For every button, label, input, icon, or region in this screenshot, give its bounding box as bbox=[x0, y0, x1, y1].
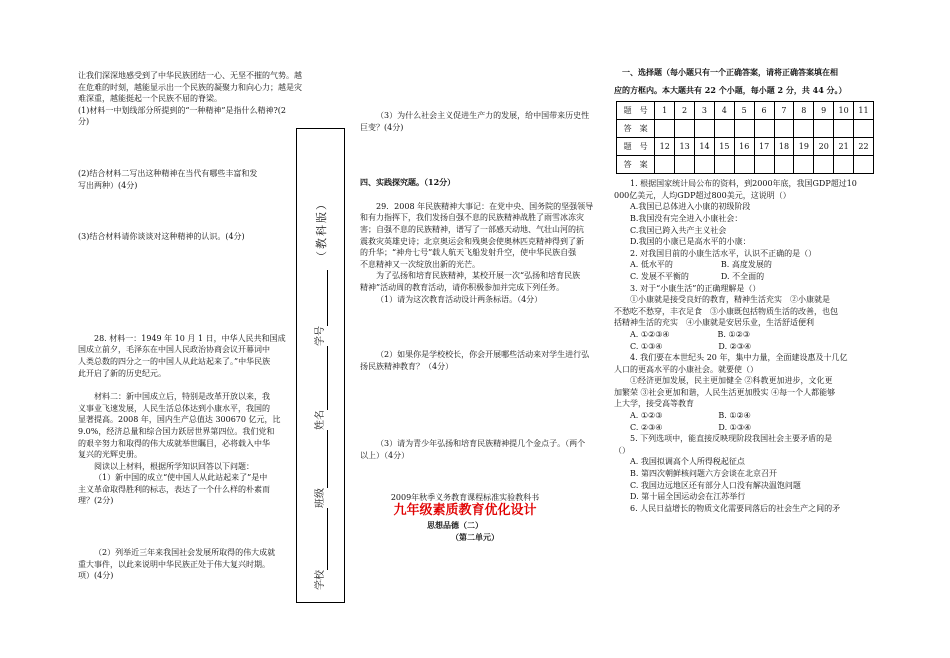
question-1: (1)材料一中划线部分所提到的“一种精神”是指什么精神?(2 bbox=[78, 105, 287, 115]
choice-q5-option: D. 第十届全国运动会在江苏举行 bbox=[630, 492, 746, 502]
name-field[interactable] bbox=[316, 346, 328, 410]
choice-q4-option: C. ②③④ D. ①③④ bbox=[630, 422, 752, 432]
name-label: 姓名 bbox=[315, 410, 327, 430]
student-no-label: 学号 bbox=[315, 326, 327, 346]
q29-task-1: （1）请为这次教育活动设计两条标语。（4分） bbox=[376, 294, 543, 304]
answer-cell[interactable] bbox=[675, 156, 695, 174]
table-row bbox=[617, 102, 874, 120]
choice-q4: 上大学，接受高等教育 bbox=[614, 399, 694, 409]
question-2: (2)结合材料二写出这种精神在当代有哪些丰富和发 bbox=[78, 168, 258, 178]
question-number: 12 bbox=[655, 138, 675, 156]
choice-q4: 人口的更高水平的小康社会。就要使（） bbox=[614, 364, 758, 374]
answer-cell[interactable] bbox=[774, 120, 794, 138]
question-number: 7 bbox=[774, 102, 794, 120]
choice-q3: ①小康就是接受良好的教育，精神生活充实 ②小康就是 bbox=[630, 295, 830, 305]
choice-q5-option: B. 第四次朝鲜核问题六方会谈在北京召开 bbox=[630, 469, 777, 479]
question-3-socialism: 巨变？(4分) bbox=[360, 122, 404, 132]
answer-label: 答 案 bbox=[617, 120, 655, 138]
footer-unit: （第二单元） bbox=[451, 531, 499, 542]
answer-cell[interactable] bbox=[854, 156, 874, 174]
answer-cell[interactable] bbox=[794, 156, 814, 174]
answer-table bbox=[616, 101, 874, 174]
q28-material-2: 义事业飞速发展，人民生活总体达到小康水平，我国的 bbox=[78, 403, 270, 413]
question-number: 11 bbox=[854, 102, 874, 120]
class-label: 班级 bbox=[315, 488, 327, 508]
intro-line: 在危难的时刻，越能显示出一个民族的凝聚力和向心力；越是灾 bbox=[78, 82, 302, 92]
question-number: 16 bbox=[734, 138, 754, 156]
choice-q5-option: C. 我国边远地区还有部分人口没有解决温饱问题 bbox=[630, 480, 801, 490]
class-field[interactable] bbox=[316, 430, 328, 488]
question-number: 6 bbox=[754, 102, 774, 120]
answer-label: 答 案 bbox=[617, 156, 655, 174]
q29-task-3: 以上）（4分） bbox=[360, 450, 410, 460]
question-number: 15 bbox=[714, 138, 734, 156]
answer-cell[interactable] bbox=[814, 120, 834, 138]
choice-q1: 1. 根据国家统计局公布的资料，到2000年底，我国GDP超过10 bbox=[630, 179, 857, 189]
question-3: (3)结合材料请你谈谈对这种精神的认识。(4分) bbox=[78, 232, 245, 242]
answer-cell[interactable] bbox=[814, 156, 834, 174]
q28-read: （1）新中国的成立“使中国人从此站起来了”是中 bbox=[94, 473, 268, 483]
question-3-socialism: （3）为什么社会主义促进生产力的发展，给中国带来历史性 bbox=[376, 111, 590, 120]
answer-cell[interactable] bbox=[754, 156, 774, 174]
choice-q3-option: A. ①②③④ B. ①②③ bbox=[630, 329, 751, 339]
answer-cell[interactable] bbox=[834, 156, 854, 174]
question-number-label: 题 号 bbox=[617, 138, 655, 156]
q29-text: 的升华；“神舟七号”载人航天飞船发射升空，使中华民族自强 bbox=[360, 248, 577, 258]
choice-q3-option: C. ①③④ D. ②③④ bbox=[630, 341, 752, 351]
choice-q4-option: A. ①②③ B. ①②④ bbox=[630, 411, 751, 421]
question-number: 18 bbox=[774, 138, 794, 156]
right-column bbox=[614, 64, 874, 514]
q28-read: 阅读以上材料，根据所学知识回答以下问题： bbox=[94, 461, 254, 471]
choice-q1-option: D.我国的小康已是高水平的小康： bbox=[630, 237, 751, 247]
answer-cell[interactable] bbox=[675, 120, 695, 138]
school-label: 学校 bbox=[315, 570, 327, 590]
question-number: 9 bbox=[814, 102, 834, 120]
answer-cell[interactable] bbox=[794, 120, 814, 138]
question-1: 分) bbox=[78, 117, 90, 127]
question-number: 3 bbox=[695, 102, 715, 120]
footer-series: 2009年秋季义务教育课程标准实验教科书 bbox=[390, 492, 540, 502]
question-number: 21 bbox=[834, 138, 854, 156]
answer-cell[interactable] bbox=[655, 120, 675, 138]
q29-task-2: （2）如果你是学校校长，你会开展哪些活动来对学生进行弘 bbox=[376, 350, 590, 360]
table-row bbox=[617, 138, 874, 156]
q28-read: 理？(2分) bbox=[78, 496, 114, 506]
answer-cell[interactable] bbox=[655, 156, 675, 174]
q28-read: 主义革命取得胜利的标志，表达了一个什么样的朴素而 bbox=[78, 484, 270, 494]
middle-column bbox=[360, 110, 610, 543]
footer-subject: 思想品德（二） bbox=[427, 519, 483, 530]
intro-line: 难深重，越能挺起一个民族不屈的脊梁。 bbox=[78, 94, 222, 104]
table-row bbox=[617, 120, 874, 138]
q28-material-1: 此开启了新的历史纪元。 bbox=[78, 368, 166, 378]
choice-q3: 3. 对于“小康生活”的正确理解是（） bbox=[630, 283, 761, 293]
q29-text: 不息精神又一次绽放出新的光芒。 bbox=[360, 259, 480, 269]
q29-task-2: 扬民族精神教育？（4分） bbox=[360, 361, 454, 371]
question-number: 5 bbox=[734, 102, 754, 120]
question-number: 20 bbox=[814, 138, 834, 156]
q29-text: 害；自强不息的民族精神，谱写了一部感天动地、气壮山河的抗 bbox=[360, 224, 584, 234]
answer-cell[interactable] bbox=[714, 156, 734, 174]
choice-q2: 2. 对我国目前的小康生活水平，认识不正确的是（） bbox=[630, 248, 817, 258]
choice-q5: 5. 下列选项中，能直接反映现阶段我国社会主要矛盾的是 bbox=[630, 434, 833, 444]
answer-cell[interactable] bbox=[695, 120, 715, 138]
answer-cell[interactable] bbox=[834, 120, 854, 138]
question-number: 14 bbox=[695, 138, 715, 156]
q28-material-2: 材料二：新中国成立后，特别是改革开放以来，我 bbox=[94, 392, 270, 402]
answer-cell[interactable] bbox=[754, 120, 774, 138]
q28-part-2: 项）(4分) bbox=[78, 571, 114, 581]
q28-material-1: 28. 材料一：1949 年 10 月 1 日，中华人民共和国成 bbox=[94, 333, 286, 343]
question-number: 17 bbox=[754, 138, 774, 156]
q28-material-2: 9.0%，经济总量和综合国力跃居世界第四位。我们党和 bbox=[78, 426, 275, 436]
question-number: 19 bbox=[794, 138, 814, 156]
q29-task-3: （3）请为青少年弘扬和培育民族精神提几个金点子。（两个 bbox=[376, 439, 586, 449]
footer-title: 九年级素质教育优化设计 bbox=[393, 503, 537, 519]
choice-q2-option: C. 发展不平衡的 D. 不全面的 bbox=[630, 271, 765, 281]
q28-material-1: 人类总数的四分之一的中国人从此站起来了。”中华民族 bbox=[78, 356, 271, 366]
answer-cell[interactable] bbox=[854, 120, 874, 138]
q29-text: 29．2008 年民族精神大事记：在党中央、国务院的坚强领导 bbox=[376, 201, 594, 211]
choice-q4: 4. 我们要在本世纪头 20 年，集中力量，全面建设惠及十几亿 bbox=[630, 353, 848, 363]
choice-q6: 6. 人民日益增长的物质文化需要同落后的社会生产之间的矛 bbox=[630, 503, 841, 513]
choice-q3: 括精神生活的充实 ④小康就是安居乐业，生活舒适便利 bbox=[614, 318, 814, 328]
intro-line: 让我们深深地感受到了中华民族团结一心、无坚不摧的气势。越 bbox=[78, 71, 302, 80]
choice-q1-option: A.我国已总体进入小康的初级阶段 bbox=[630, 202, 751, 212]
section-4-title: 四、实践探究题。（12分） bbox=[360, 177, 456, 188]
choice-q5-option: A. 我国拟调高个人所得税起征点 bbox=[630, 457, 745, 467]
question-number: 2 bbox=[675, 102, 695, 120]
question-number-label: 题 号 bbox=[617, 102, 655, 120]
table-row bbox=[617, 156, 874, 174]
question-number: 13 bbox=[675, 138, 695, 156]
choice-q1-option: C.我国已跨入共产主义社会 bbox=[630, 225, 727, 235]
edition-label: （教科版） bbox=[314, 197, 328, 262]
answer-cell[interactable] bbox=[774, 156, 794, 174]
q29-text: 和有力指挥下，我们发扬自强不息的民族精神战胜了雨雪冰冻灾 bbox=[360, 213, 584, 223]
q28-material-2: 显著提高。2008 年，国内生产总值达 300670 亿元，比 bbox=[78, 415, 281, 425]
section-1-title: 一、选择题（每小题只有一个正确答案，请将正确答案填在相 bbox=[622, 67, 838, 77]
answer-cell[interactable] bbox=[714, 120, 734, 138]
question-2: 写出两种）(4分) bbox=[78, 180, 138, 190]
choice-q4: 加繁荣 ③社会更加和谐，人民生活更加殷实 ④每一个人都能够 bbox=[614, 387, 836, 397]
q28-part-2: 重大事件，以此来说明中华民族正处于伟大复兴时期。 bbox=[78, 559, 270, 569]
binding-strip bbox=[296, 128, 345, 603]
section-1-title: 应的方框内。本大题共有 22 个小题，每小题 2 分，共 44 分。） bbox=[614, 84, 847, 95]
question-number: 8 bbox=[794, 102, 814, 120]
q29-activity: 精神”活动周的教育活动，请你积极参加并完成下列任务。 bbox=[360, 282, 565, 292]
q29-text: 震救灾英雄史诗；北京奥运会和残奥会使奥林匹克精神得到了新 bbox=[360, 236, 584, 246]
q28-part-2: （2）列举近三年来我国社会发展所取得的伟大成就 bbox=[94, 548, 276, 558]
answer-cell[interactable] bbox=[734, 156, 754, 174]
answer-cell[interactable] bbox=[695, 156, 715, 174]
choice-q3: 不愁吃不愁穿，丰衣足食 ③小康既包括物质生活的改善，也包 bbox=[614, 306, 838, 316]
q29-activity: 为了弘扬和培育民族精神，某校开展一次“弘扬和培育民族 bbox=[376, 271, 581, 281]
q28-material-1: 国成立前夕，毛泽东在中国人民政治协商会议开幕词中 bbox=[78, 345, 270, 355]
choice-q1: 000亿美元，人均GDP超过800美元，这说明（） bbox=[614, 190, 791, 200]
choice-q2-option: A. 低水平的 B. 高度发展的 bbox=[630, 260, 772, 270]
choice-q5: （） bbox=[614, 445, 630, 455]
q28-material-2: 复兴的光辉史册。 bbox=[78, 450, 142, 460]
question-number: 10 bbox=[834, 102, 854, 120]
choice-q1-option: B.我国没有完全进入小康社会： bbox=[630, 213, 743, 223]
question-number: 1 bbox=[655, 102, 675, 120]
question-number: 22 bbox=[854, 138, 874, 156]
q28-material-2: 的艰辛努力和取得的伟大成就举世瞩目，必将载入中华 bbox=[78, 438, 270, 448]
student-no-field[interactable] bbox=[316, 270, 328, 326]
choice-q4: ①经济更加发展，民主更加健全 ②科教更加进步，文化更 bbox=[630, 376, 833, 386]
answer-cell[interactable] bbox=[734, 120, 754, 138]
left-column bbox=[78, 70, 302, 582]
question-number: 4 bbox=[714, 102, 734, 120]
